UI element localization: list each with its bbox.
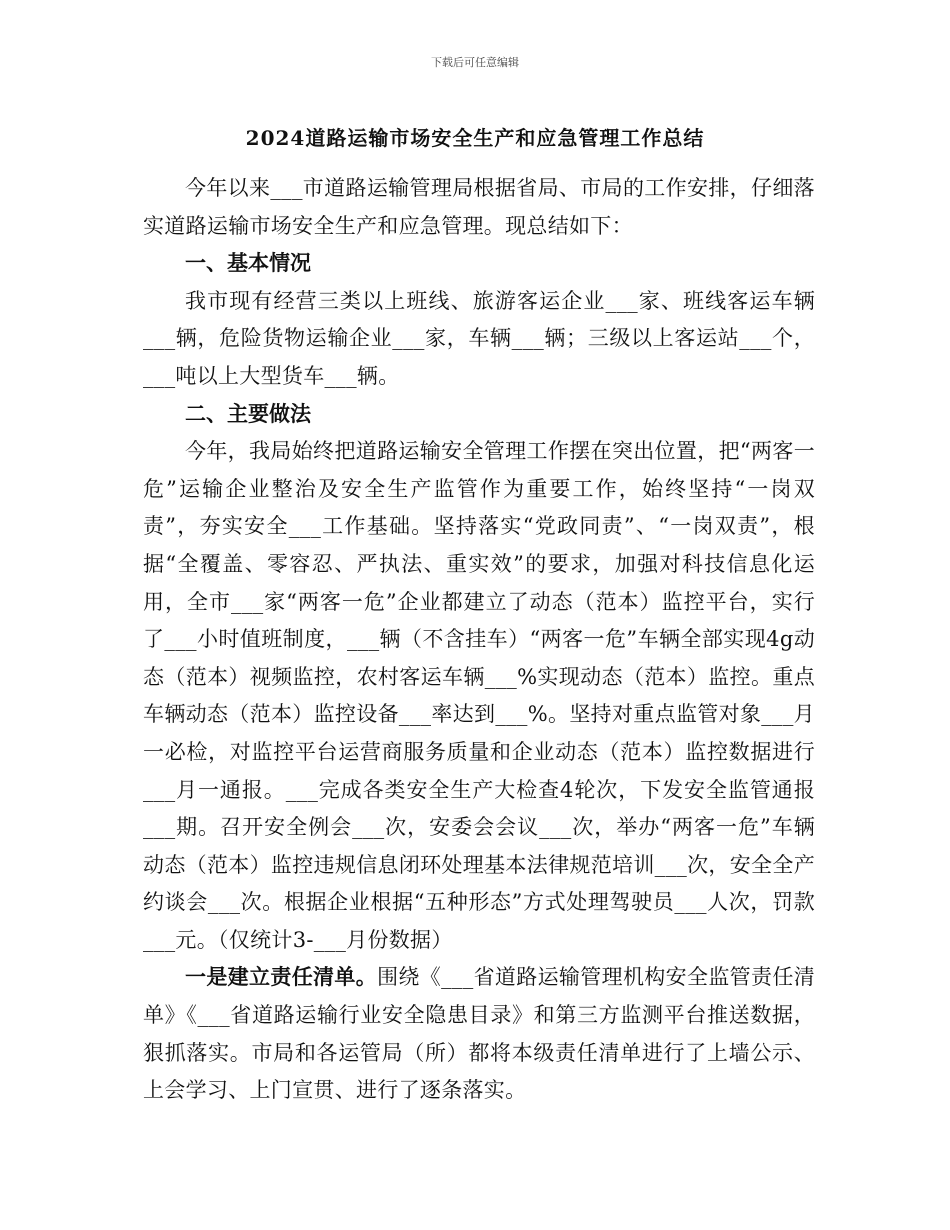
responsibility-list-text: 围绕《___省道路运输管理机构安全监管责任清单》《___省道路运输行业安全隐患目录》和第三方监测平台推送数据，狠抓落实。市局和各运管局（所）都将本级责任清单进行了上墙公示、上会学习、上门宣贯、进行了逐条落实。 bbox=[143, 965, 815, 1103]
header-note: 下载后可任意编辑 bbox=[431, 56, 519, 69]
document-body bbox=[143, 170, 815, 1110]
responsibility-list-lead: 一是建立责任清单。 bbox=[185, 965, 378, 990]
intro-paragraph: 今年以来___市道路运输管理局根据省局、市局的工作安排，仔细落实道路运输市场安全生产和应急管理。现总结如下： bbox=[143, 176, 815, 238]
practices-paragraph: 今年，我局始终把道路运输安全管理工作摆在突出位置，把“两客一危”运输企业整治及安全生产监管作为重要工作，始终坚持“一岗双责”，夯实安全___工作基础。坚持落实“党政同责”、“一岗双责”，根据“全覆盖、零容忍、严执法、重实效”的要求，加强对科技信息化运用，全市___家“两客一危”企业都建立了动态（范本）监控平台，实行了___小时值班制度，___辆（不含挂车）“两客一危”车辆全部实现4g动态（范本）视频监控，农村客运车辆___%实现动态（范本）监控。重点车辆动态（范本）监控设备___率达到___%。坚持对重点监管对象___月一必检，对监控平台运营商服务质量和企业动态（范本）监控数据进行___月一通报。___完成各类安全生产大检查4轮次，下发安全监管通报___期。召开安全例会___次，安委会会议___次，举办“两客一危”车辆动态（范本）监控违规信息闭环处理基本法律规范培训___次，安全全产约谈会___次。根据企业根据“五种形态”方式处理驾驶员___人次，罚款___元。（仅统计3-___月份数据） bbox=[143, 439, 815, 952]
responsibility-list-paragraph bbox=[143, 959, 815, 1109]
section-heading-practices: 二、主要做法 bbox=[185, 401, 311, 426]
document-title: 2024道路运输市场安全生产和应急管理工作总结 bbox=[245, 126, 705, 150]
basic-situation-paragraph: 我市现有经营三类以上班线、旅游客运企业___家、班线客运车辆___辆，危险货物运输企业___家，车辆___辆；三级以上客运站___个，___吨以上大型货车___辆。 bbox=[143, 288, 815, 388]
section-heading-basic: 一、基本情况 bbox=[185, 251, 311, 276]
